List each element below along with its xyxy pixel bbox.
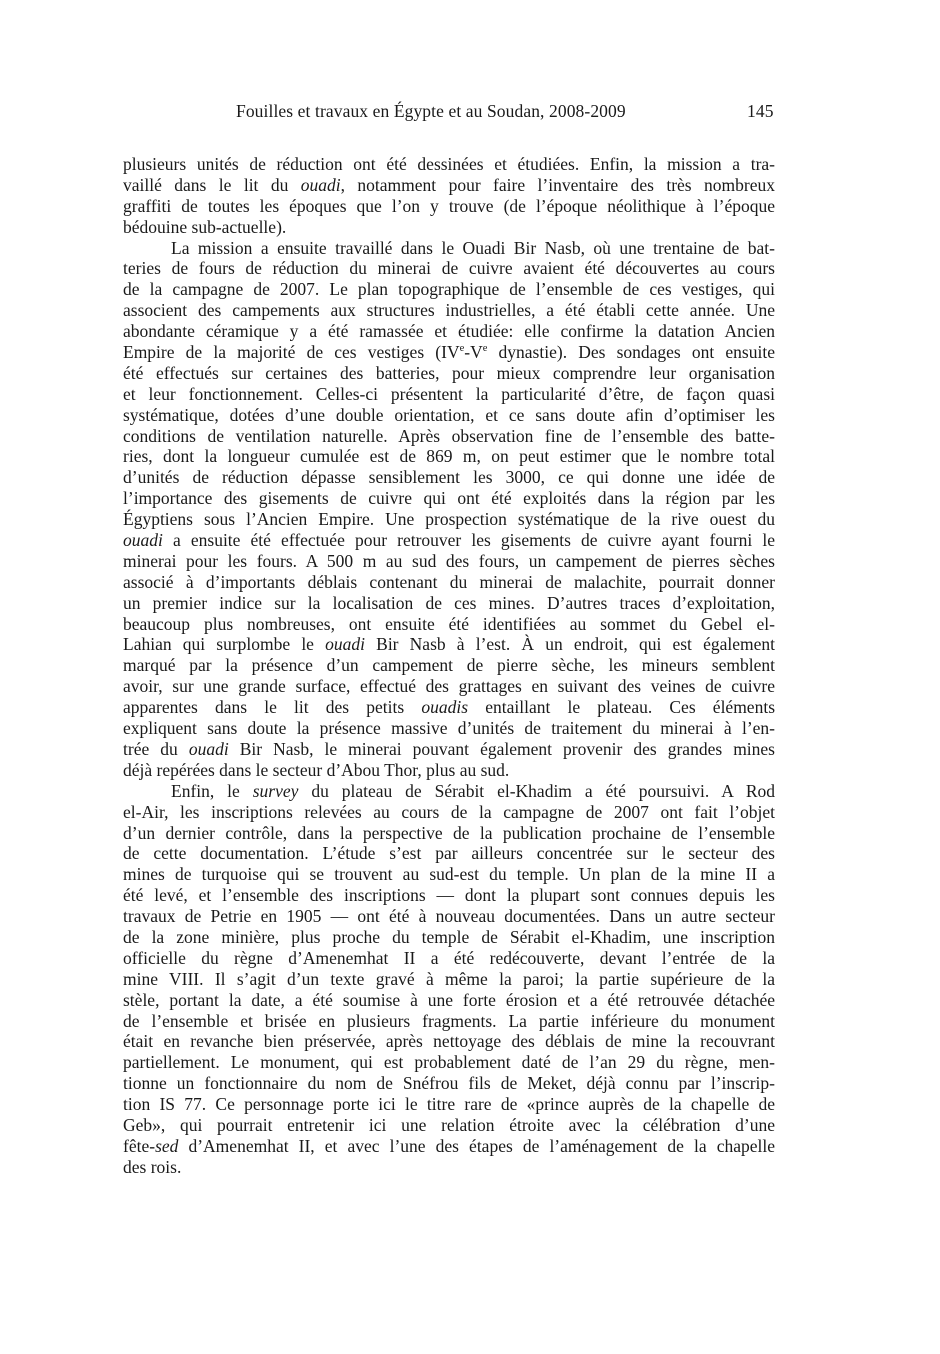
text-line: expliquent sans doute la présence massive d’unités de traitement du minerai à l’en- — [123, 718, 775, 739]
text-line: partiellement. Le monument, qui est probablement daté de l’an 29 du règne, men- — [123, 1052, 775, 1073]
text-line: teries de fours de réduction du minerai de cuivre avaient été découvertes au cours — [123, 258, 775, 279]
text-line: associent des campements aux structures industrielles, a été établi cette année. Une — [123, 300, 775, 321]
text-line: La mission a ensuite travaillé dans le Ouadi Bir Nasb, où une trentaine de bat- — [171, 237, 775, 258]
text-line: travaux de Petrie en 1905 — ont été à nouveau documentées. Dans un autre secteur — [123, 906, 775, 927]
page-number: 145 — [747, 101, 774, 121]
text-line: minerai pour les fours. A 500 m au sud des fours, un campement de pierres sèches — [123, 550, 775, 571]
text-line: tion IS 77. Ce personnage porte ici le titre rare de «prince auprès de la chapelle de — [123, 1094, 775, 1115]
text-line: avoir, sur une grande surface, effectué des grattages en suivant des veines de cuivre — [123, 676, 775, 697]
text-line: plusieurs unités de réduction ont été dessinées et étudiées. Enfin, la mission a tra- — [123, 154, 775, 174]
text-line: Empire de la majorité de ces vestiges (IVe-Ve dynastie). Des sondages ont ensuite — [123, 342, 775, 363]
text-line: vaillé dans le lit du ouadi, notamment pour faire l’inventaire des très nombreux — [123, 174, 775, 195]
text-line: graffiti de toutes les époques que l’on y trouve (de l’époque néolithique à l’époque — [123, 195, 775, 216]
text-line: Égyptiens sous l’Ancien Empire. Une prospection systématique de la rive ouest du — [123, 509, 775, 530]
text-line: mines de turquoise qui se trouvent au sud-est du temple. Un plan de la mine II a — [123, 864, 775, 885]
text-line: bédouine sub-actuelle). — [123, 216, 287, 237]
text-line: Enfin, le survey du plateau de Sérabit el-Khadim a été poursuivi. A Rod — [171, 780, 776, 801]
text-line: associé à d’importants déblais contenant du minerai de malachite, pourrait donner — [123, 571, 775, 592]
text-line: stèle, portant la date, a été soumise à une forte érosion et a été retrouvée détachée — [123, 989, 775, 1010]
text-line: apparentes dans le lit des petits ouadis entaillant le plateau. Ces éléments — [123, 697, 775, 718]
text-line: mine VIII. Il s’agit d’un texte gravé à même la paroi; la partie supérieure de la — [123, 968, 775, 989]
text-line: el-Air, les inscriptions relevées au cours de la campagne de 2007 ont fait l’objet — [123, 801, 775, 822]
text-line: Lahian qui surplombe le ouadi Bir Nasb à l’est. À un endroit, qui est également — [123, 634, 775, 655]
text-line: beaucoup plus nombreuses, ont ensuite été identifiées au sommet du Gebel el- — [123, 613, 775, 634]
text-line: fête-sed d’Amenemhat II, et avec l’une des étapes de l’aménagement de la chapelle — [123, 1135, 775, 1156]
text-line: l’importance des gisements de cuivre qui ont été exploités dans la région par les — [123, 488, 775, 509]
text-line: de l’ensemble et brisée en plusieurs fragments. La partie inférieure du monument — [123, 1010, 775, 1031]
text-line: systématique, dotées d’une double orientation, et ce sans doute afin d’optimiser les — [123, 404, 775, 425]
running-title: Fouilles et travaux en Égypte et au Soudan, 2008-2009 — [236, 101, 626, 121]
text-line: de la campagne de 2007. Le plan topographique de l’ensemble de ces vestiges, qui — [123, 279, 775, 300]
text-line: été effectués sur certaines des batteries, pour mieux comprendre leur organisation — [123, 362, 775, 383]
text-line: ouadi a ensuite été effectuée pour retrouver les gisements de cuivre ayant fourni le — [123, 530, 775, 551]
text-line: un premier indice sur la localisation de ces mines. D’autres traces d’exploitation, — [123, 592, 775, 613]
text-line: de la zone minière, plus proche du temple de Sérabit el-Khadim, une inscription — [123, 926, 775, 947]
text-line: de cette documentation. L’étude s’est par ailleurs concentrée sur le secteur des — [123, 843, 775, 864]
body-text — [123, 154, 775, 1178]
text-line: trée du ouadi Bir Nasb, le minerai pouvant également provenir des grandes mines — [123, 738, 775, 759]
text-line: été levé, et l’ensemble des inscriptions — dont la plupart sont connues depuis les — [123, 885, 775, 906]
text-line: abondante céramique y a été ramassée et étudiée: elle confirme la datation Ancien — [123, 321, 775, 342]
text-line: d’un dernier contrôle, dans la perspective de la publication prochaine de l’ensemble — [123, 822, 775, 843]
text-line: était en revanche bien préservée, après nettoyage des déblais de mine la recouvrant — [123, 1031, 775, 1052]
running-header — [236, 101, 776, 122]
text-line: tionne un fonctionnaire du nom de Snéfrou fils de Meket, déjà connu par l’inscrip- — [123, 1073, 775, 1094]
text-line: officielle du règne d’Amenemhat II a été redécouverte, devant l’entrée de la — [123, 947, 775, 968]
text-line: conditions de ventilation naturelle. Après observation fine de l’ensemble des batte- — [123, 425, 775, 446]
text-line: d’unités de réduction dépasse sensiblement les 3000, ce qui donne une idée de — [123, 467, 775, 488]
text-line: Geb», qui pourrait entretenir ici une relation étroite avec la célébration d’une — [123, 1114, 775, 1135]
text-line: des rois. — [123, 1156, 182, 1177]
text-line: et leur fonctionnement. Celles-ci présentent la particularité d’être, de façon quasi — [123, 383, 775, 404]
text-line: marqué par la présence d’un campement de pierre sèche, les mineurs semblent — [123, 655, 775, 676]
text-line: déjà repérées dans le secteur d’Abou Thor, plus au sud. — [123, 759, 510, 780]
text-line: ries, dont la longueur cumulée est de 869 m, on peut estimer que le nombre total — [123, 446, 775, 467]
